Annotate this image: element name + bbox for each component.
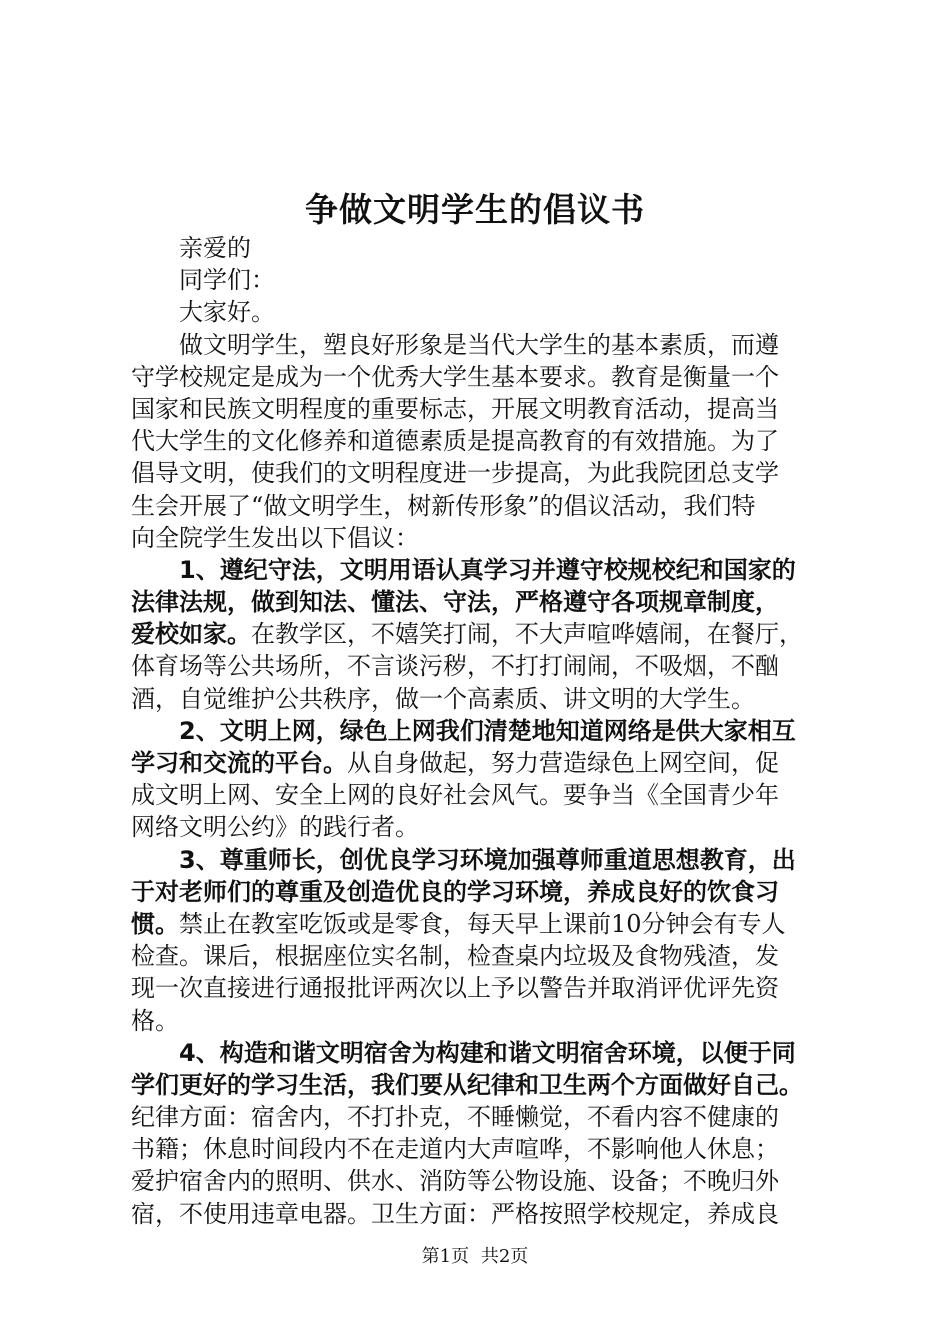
intro-line: 国家和民族文明程度的重要标志，开展文明教育活动，提高当 [131, 394, 779, 423]
item-3-text-line: 检查。课后，根据座位实名制，检查桌内垃圾及食物残渣，发 [131, 942, 779, 971]
item-4-text-line: 爱护宿舍内的照明、供水、消防等公物设施、设备；不晚归外 [131, 1167, 779, 1196]
item-3-heading-line: 3、尊重师长，创优良学习环境加强尊师重道思想教育，出 [179, 845, 796, 874]
intro-line: 生会开展了“做文明学生，树新传形象”的倡议活动，我们特 [131, 491, 756, 520]
item-1-mixed-line [131, 618, 831, 650]
item-4-text-line: 书籍；休息时间段内不在走道内大声喧哗，不影响他人休息； [131, 1135, 779, 1164]
item-1-text-line: 体育场等公共场所，不言谈污秽，不打打闹闹，不吸烟，不酗 [131, 652, 779, 681]
page-total: 共2页 [480, 1246, 529, 1267]
item-3-mixed-line [131, 908, 831, 940]
intro-line: 做文明学生，塑良好形象是当代大学生的基本素质，而遵 [179, 330, 779, 359]
salutation-line: 亲爱的 [179, 234, 251, 262]
item-2-mixed-line [131, 747, 831, 779]
intro-line: 向全院学生发出以下倡议： [131, 523, 419, 552]
intro-line: 倡导文明，使我们的文明程度进一步提高，为此我院团总支学 [131, 459, 779, 488]
item-3-heading-tail: 惯。 [131, 909, 179, 938]
item-4-heading-line: 学们更好的学习生活，我们要从纪律和卫生两个方面做好自己。 [131, 1070, 803, 1099]
item-1-heading-tail: 爱校如家。 [131, 620, 251, 649]
page-footer [0, 1242, 950, 1268]
item-1-text: 在教学区，不嬉笑打闹，不大声喧哗嬉闹，在餐厅， [251, 620, 803, 649]
item-4-text-line: 纪律方面：宿舍内，不打扑克，不睡懒觉，不看内容不健康的 [131, 1103, 779, 1132]
item-2-heading-line: 2、文明上网，绿色上网我们清楚地知道网络是供大家相互 [179, 716, 796, 745]
document-title: 争做文明学生的倡议书 [305, 190, 645, 229]
item-1-heading-line: 1、遵纪守法，文明用语认真学习并遵守校规校纪和国家的 [179, 555, 796, 584]
item-1-text-line: 酒，自觉维护公共秩序，做一个高素质、讲文明的大学生。 [131, 684, 755, 713]
item-1-heading-line: 法律法规，做到知法、懂法、守法，严格遵守各项规章制度， [131, 588, 779, 617]
item-3-text-line: 格。 [131, 1006, 179, 1035]
salutation-line: 同学们： [179, 266, 275, 295]
document-body [131, 232, 831, 1230]
page-number: 第1页 [421, 1246, 470, 1267]
item-3-heading-line: 于对老师们的尊重及创造优良的学习环境，养成良好的饮食习 [131, 877, 779, 906]
item-3-text: 禁止在教室吃饭或是零食，每天早上课前10分钟会有专人 [179, 909, 786, 938]
item-2-text: 从自身做起，努力营造绿色上网空间，促 [347, 749, 779, 777]
item-3-text-line: 现一次直接进行通报批评两次以上予以警告并取消评优评先资 [131, 974, 779, 1003]
intro-line: 代大学生的文化修养和道德素质是提高教育的有效措施。为了 [131, 427, 779, 456]
item-4-heading-line: 4、构造和谐文明宿舍为构建和谐文明宿舍环境，以便于同 [179, 1038, 796, 1067]
item-2-text-line: 网络文明公约》的践行者。 [131, 813, 419, 842]
intro-line: 守学校规定是成为一个优秀大学生基本要求。教育是衡量一个 [131, 362, 779, 391]
item-4-text-line: 宿，不使用违章电器。卫生方面：严格按照学校规定，养成良 [131, 1199, 779, 1228]
greeting-line: 大家好。 [179, 298, 275, 327]
item-2-heading-tail: 学习和交流的平台。 [131, 749, 347, 777]
item-2-text-line: 成文明上网、安全上网的良好社会风气。要争当《全国青少年 [131, 781, 779, 810]
